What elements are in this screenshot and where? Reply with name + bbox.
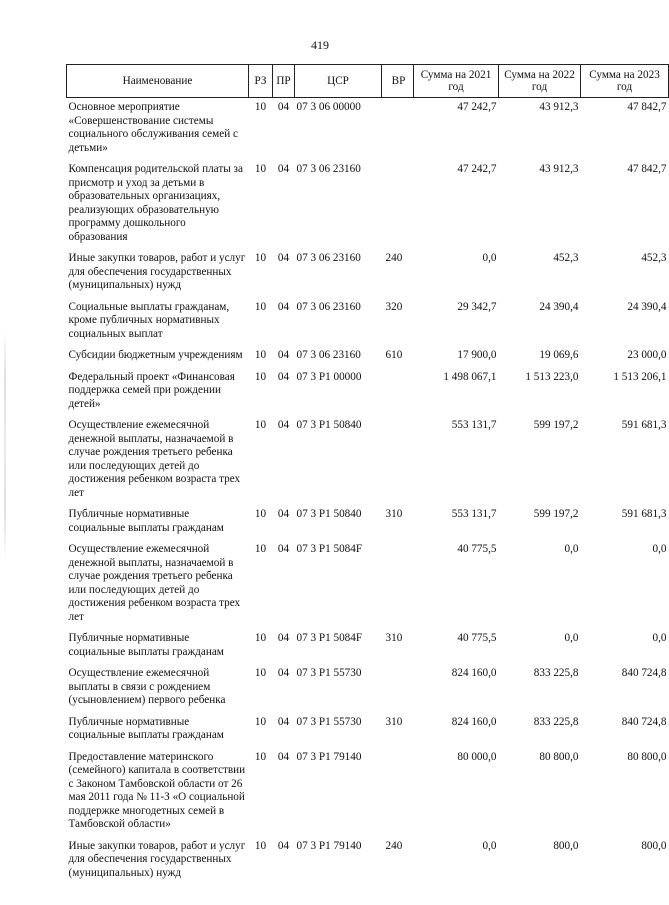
cell-sum-2021: 47 242,7 [457,101,497,113]
cell-sum-2023: 0,0 [652,632,667,644]
cell-vr [382,98,414,161]
cell-rz: 10 [254,252,267,264]
cell-csr: 07 3 P1 79140 [296,750,362,763]
cell-sum-2023: 591 681,3 [621,419,667,431]
cell-pr: 04 [277,419,290,431]
page-number: 419 [311,38,329,52]
table-row [67,664,669,713]
cell-name: Осуществление ежемесячной денежной выплаты, назначаемой в случае рождения третьего ребенка или последующих детей до достижения ребенком возраста трех лет [68,543,241,623]
cell-csr: 07 3 06 23160 [296,349,361,361]
cell-rz: 10 [254,750,267,763]
cell-vr [382,664,414,713]
header-pr: ПР [273,65,295,98]
cell-sum-2021: 17 900,0 [457,349,497,361]
cell-name: Субсидии бюджетным учреждениям [68,349,243,361]
cell-csr: 07 3 P1 5084F [296,632,363,644]
cell-pr: 04 [277,370,290,383]
cell-sum-2021: 0,0 [482,252,497,264]
header-sum-2022: Сумма на 2022 год [499,65,581,98]
cell-sum-2023: 1 513 206,1 [613,370,667,383]
cell-sum-2022: 0,0 [564,632,579,644]
cell-sum-2023: 23 000,0 [627,349,667,361]
cell-vr: 240 [385,252,403,264]
cell-sum-2023: 452,3 [641,252,667,264]
cell-rz: 10 [254,632,267,644]
cell-name: Иные закупки товаров, работ и услуг для обеспечения государственных (муниципальных) нужд [68,839,246,879]
cell-csr: 07 3 P1 55730 [296,715,362,728]
cell-pr: 04 [277,543,290,555]
cell-sum-2022: 43 912,3 [539,101,579,113]
cell-sum-2023: 800,0 [641,839,667,852]
cell-name: Иные закупки товаров, работ и услуг для обеспечения государственных (муниципальных) нужд [68,252,246,291]
table-row [67,346,669,368]
header-sum-2023: Сумма на 2023 год [581,65,669,98]
cell-sum-2021: 1 498 067,1 [443,370,497,383]
table-body [67,98,669,886]
cell-sum-2023: 24 390,4 [627,300,667,313]
cell-csr: 07 3 P1 79140 [296,839,362,852]
cell-vr: 240 [385,839,403,852]
cell-sum-2023: 47 842,7 [627,101,667,113]
cell-pr: 04 [277,715,290,728]
cell-rz: 10 [254,839,267,852]
cell-rz: 10 [254,349,267,361]
cell-rz: 10 [254,419,267,431]
cell-sum-2022: 0,0 [564,543,579,555]
cell-sum-2022: 800,0 [553,839,579,852]
cell-sum-2022: 599 197,2 [533,419,579,431]
cell-sum-2022: 80 800,0 [539,750,579,763]
cell-csr: 07 3 P1 55730 [296,667,362,679]
cell-sum-2023: 0,0 [652,543,667,555]
table-row [67,249,669,298]
cell-rz: 10 [254,163,267,175]
table-row [67,748,669,837]
cell-rz: 10 [254,508,267,520]
cell-name: Предоставление материнского (семейного) капитала в соответствии с Законом Тамбовской области от 26 мая 2011 года № 11-З «О социальной поддержке многодетных семей в Тамбовской области» [68,750,246,830]
cell-vr: 610 [385,349,403,361]
cell-name: Социальные выплаты гражданам, кроме публичных нормативных социальных выплат [68,300,230,340]
cell-sum-2021: 0,0 [482,839,497,852]
cell-pr: 04 [277,163,290,175]
cell-sum-2022: 24 390,4 [539,300,579,313]
cell-sum-2023: 840 724,8 [621,715,667,728]
cell-sum-2021: 80 000,0 [457,750,497,763]
table-row [67,505,669,540]
table-header-row [67,65,669,98]
cell-csr: 07 3 06 23160 [296,252,361,264]
cell-vr [382,368,414,417]
cell-pr: 04 [277,508,290,520]
cell-csr: 07 3 P1 50840 [296,419,362,431]
table-row [67,160,669,249]
cell-vr [382,540,414,629]
cell-pr: 04 [277,839,290,852]
cell-vr: 310 [385,632,403,644]
cell-vr [382,748,414,837]
cell-rz: 10 [254,300,267,313]
cell-sum-2021: 824 160,0 [451,715,497,728]
cell-sum-2021: 553 131,7 [451,508,497,520]
table-row [67,98,669,161]
cell-rz: 10 [254,715,267,728]
cell-rz: 10 [254,370,267,383]
table-row [67,368,669,417]
cell-sum-2022: 833 225,8 [533,667,579,679]
cell-name: Публичные нормативные социальные выплаты гражданам [68,508,224,534]
cell-sum-2022: 833 225,8 [533,715,579,728]
header-vr: ВР [382,65,414,98]
cell-sum-2022: 19 069,6 [539,349,579,361]
cell-vr: 310 [385,508,403,520]
cell-sum-2021: 47 242,7 [457,163,497,175]
cell-csr: 07 3 06 23160 [296,300,361,313]
header-name: Наименование [67,65,249,98]
cell-sum-2022: 1 513 223,0 [525,370,579,383]
cell-sum-2023: 47 842,7 [627,163,667,175]
cell-pr: 04 [277,349,290,361]
cell-pr: 04 [277,667,290,679]
cell-name: Основное мероприятие «Совершенствование системы социального обслуживания семей с детьми» [68,101,238,154]
cell-csr: 07 3 P1 00000 [296,370,362,383]
budget-table [66,64,669,885]
table-row [67,540,669,629]
cell-sum-2021: 40 775,5 [457,632,497,644]
cell-sum-2021: 824 160,0 [451,667,497,679]
cell-sum-2022: 43 912,3 [539,163,579,175]
cell-name: Публичные нормативные социальные выплаты гражданам [68,632,224,658]
cell-csr: 07 3 06 00000 [296,101,361,113]
scan-margin-mark [4,330,6,560]
cell-vr [382,160,414,249]
cell-sum-2021: 40 775,5 [457,543,497,555]
table-row [67,629,669,664]
cell-csr: 07 3 06 23160 [296,163,361,175]
cell-name: Компенсация родительской платы за присмотр и уход за детьми в образовательных организациях, реализующих образовательную программу дошкольного образования [68,163,243,243]
cell-sum-2023: 840 724,8 [621,667,667,679]
cell-vr [382,416,414,505]
cell-name: Федеральный проект «Финансовая поддержка семей при рождении детей» [68,370,235,410]
cell-csr: 07 3 P1 50840 [296,508,362,520]
cell-name: Осуществление ежемесячной выплаты в связи с рождением (усыновлением) первого ребенка [68,667,226,706]
table-row [67,298,669,347]
table-row [67,713,669,748]
header-csr: ЦСР [295,65,382,98]
cell-sum-2023: 80 800,0 [627,750,667,763]
header-rz: РЗ [249,65,273,98]
cell-sum-2022: 452,3 [553,252,579,264]
cell-sum-2021: 553 131,7 [451,419,497,431]
cell-pr: 04 [277,632,290,644]
cell-rz: 10 [254,543,267,555]
table-row [67,837,669,886]
cell-sum-2022: 599 197,2 [533,508,579,520]
header-sum-2021: Сумма на 2021 год [414,65,499,98]
cell-pr: 04 [277,300,290,313]
cell-pr: 04 [277,252,290,264]
cell-sum-2021: 29 342,7 [457,300,497,313]
cell-pr: 04 [277,750,290,763]
cell-vr: 320 [385,300,403,313]
cell-rz: 10 [254,101,267,113]
cell-csr: 07 3 P1 5084F [296,543,363,555]
table-row [67,416,669,505]
cell-vr: 310 [385,715,403,728]
cell-sum-2023: 591 681,3 [621,508,667,520]
cell-rz: 10 [254,667,267,679]
cell-pr: 04 [277,101,290,113]
cell-name: Осуществление ежемесячной денежной выплаты, назначаемой в случае рождения третьего ребенка или последующих детей до достижения ребенком возраста трех лет [68,419,241,499]
cell-name: Публичные нормативные социальные выплаты гражданам [68,715,224,741]
